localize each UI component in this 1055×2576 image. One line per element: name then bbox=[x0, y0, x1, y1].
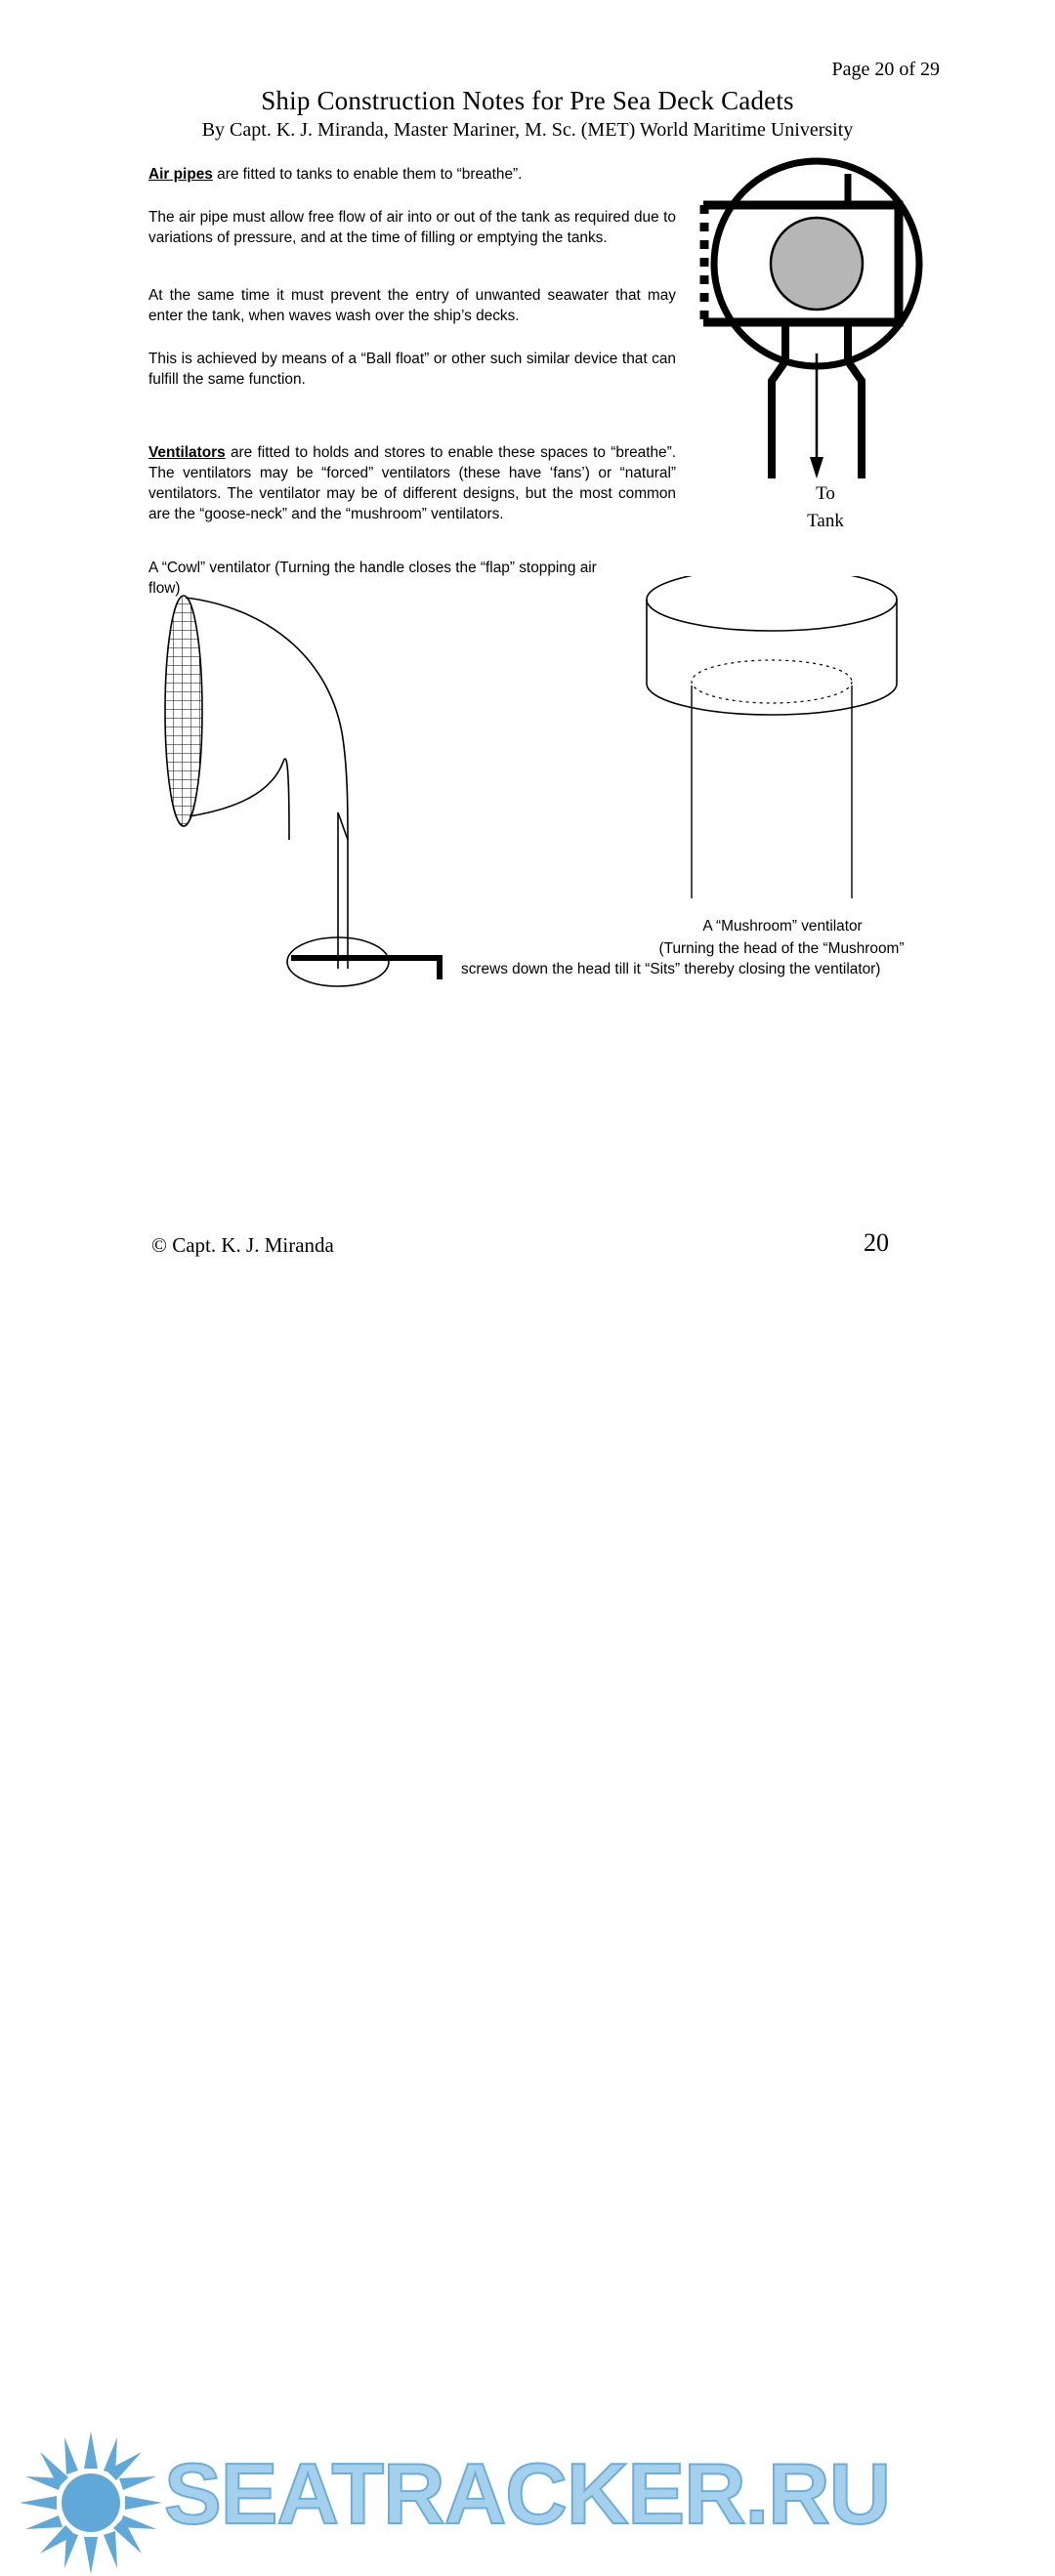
footer-page-number: 20 bbox=[864, 1228, 889, 1257]
page-title: Ship Construction Notes for Pre Sea Deck Cadets bbox=[261, 86, 794, 115]
page-subtitle: By Capt. K. J. Miranda, Master Mariner, M. Sc. (MET) World Maritime University bbox=[201, 119, 854, 141]
paragraph-seawater: At the same time it must prevent the entry of unwanted seawater that may enter the tank, when waves wash over the ship’s decks. bbox=[148, 287, 676, 324]
mushroom-inner-ellipse bbox=[692, 660, 852, 703]
sun-logo-icon bbox=[18, 2430, 164, 2576]
paragraph-air-pipes-text: are fitted to tanks to enable them to “breathe”. bbox=[212, 166, 523, 183]
to-tank-label bbox=[772, 480, 879, 535]
to-tank-line1: To bbox=[816, 483, 835, 504]
paragraph-ventilators bbox=[148, 442, 676, 524]
mushroom-ventilator-diagram bbox=[625, 576, 938, 937]
cowl-throat-curve bbox=[190, 759, 289, 840]
air-pipe-diagram bbox=[674, 146, 957, 537]
cowl-handle bbox=[386, 958, 440, 979]
cowl-trunk-join bbox=[338, 812, 348, 840]
page-indicator: Page 20 of 29 bbox=[831, 59, 940, 80]
paragraph-airflow: The air pipe must allow free flow of air into or out of the tank as required due to variations of pressure, and at the time of filling or emptying the tanks. bbox=[148, 209, 676, 246]
to-tank-line2: Tank bbox=[807, 511, 844, 531]
term-air-pipes: Air pipes bbox=[148, 166, 213, 183]
mushroom-caption-line2: (Turning the head of the “Mushroom” bbox=[658, 940, 905, 957]
footer-copyright: © Capt. K. J. Miranda bbox=[151, 1233, 334, 1257]
cowl-mouth bbox=[165, 596, 202, 826]
term-ventilators: Ventilators bbox=[148, 444, 226, 461]
paragraph-mushroom-caption-rest: screws down the head till it “Sits” thereby closing the ventilator) bbox=[461, 961, 881, 977]
mushroom-head-bottom bbox=[647, 684, 897, 715]
cowl-outer-curve bbox=[186, 598, 348, 840]
cowl-ventilator-diagram bbox=[147, 586, 488, 1006]
mushroom-head-top bbox=[647, 576, 897, 631]
paragraph-ventilators-text: are fitted to holds and stores to enable these spaces to “breathe”. The ventilators may be “forced” ventilators (these have ‘fans’) or “natural” ventilators. The ventilator may be of different designs, but the most common are the “goose-neck” and the “mushroom” ventilators. bbox=[148, 444, 676, 522]
flow-arrow-head bbox=[810, 457, 823, 478]
paragraph-ball-float: This is achieved by means of a “Ball float” or other such similar device that can fulfill the same function. bbox=[148, 351, 676, 388]
mushroom-caption-line1: A “Mushroom” ventilator bbox=[702, 918, 863, 935]
paragraph-cowl-caption: A “Cowl” ventilator (Turning the handle closes the “flap” stopping air flow) bbox=[148, 560, 597, 597]
paragraph-air-pipes bbox=[148, 164, 676, 185]
air-pipe-left-wall bbox=[772, 322, 785, 478]
air-pipe-right-wall bbox=[848, 322, 862, 478]
ball-float bbox=[771, 218, 863, 310]
watermark-text: SEATRACKER.RU bbox=[164, 2445, 891, 2542]
